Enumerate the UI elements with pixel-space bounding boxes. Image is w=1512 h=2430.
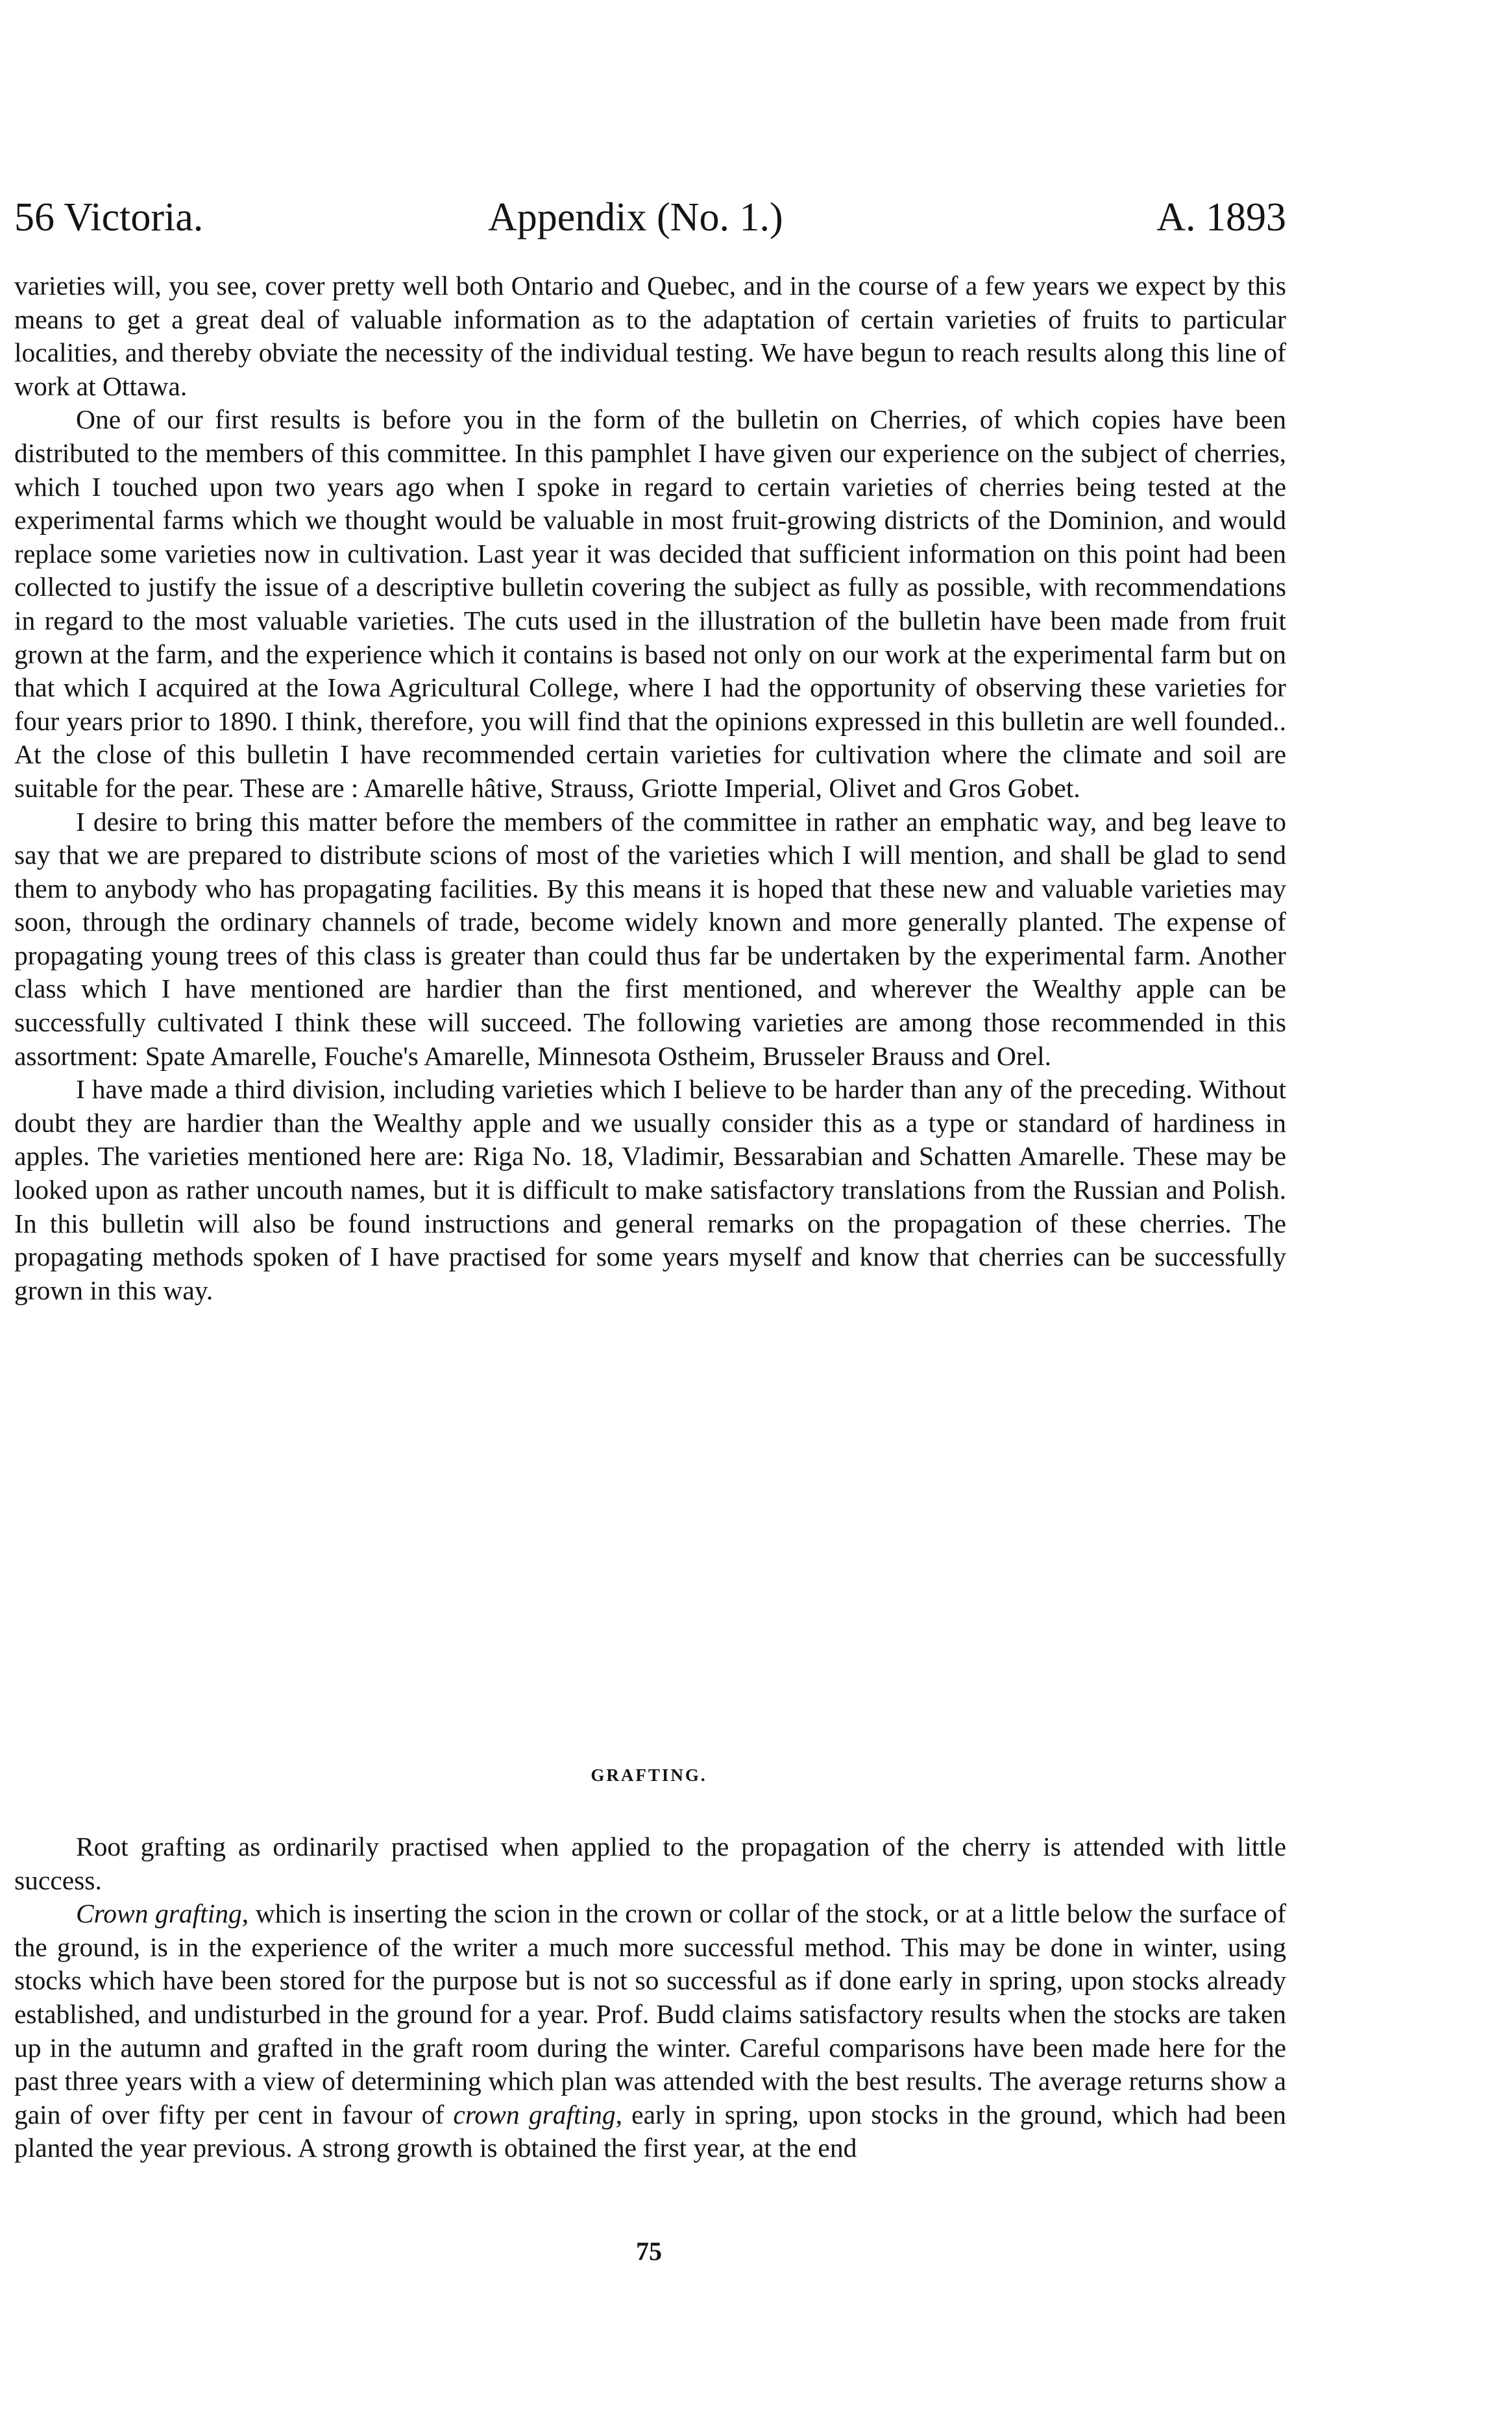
crown-grafting-term: Crown grafting — [76, 1898, 242, 1929]
grafting-paragraph-2-text-b: , early in spring, upon stocks in the ground, which had been planted the year previous. A strong growth is obtained the first year, at the end — [14, 2099, 1286, 2163]
paragraph-2: One of our first results is before you in the form of the bulletin on Cherries, of which copies have been distributed to the members of this committee. In this pamphlet I have given our experience on the subject of cherries, which I touched upon two years ago when I spoke in regard to certain varieties of cherries being tested at the experimental farms which we thought would be valuable in most fruit-growing districts of the Dominion, and would replace some varieties now in cultivation. Last year it was decided that sufficient information on this point had been collected to justify the issue of a descriptive bulletin covering the subject as fully as possible, with recommendations in regard to the most valuable varieties. The cuts used in the illustration of the bulletin have been made from fruit grown at the farm, and the experience which it contains is based not only on our work at the experimental farm but on that which I acquired at the Iowa Agricultural College, where I had the opportunity of observing these varieties for four years prior to 1890. I think, therefore, you will find that the opinions expressed in this bulletin are well founded.. At the close of this bulletin I have recommended certain varieties for cultivation where the climate and soil are suitable for the pear. These are : Amarelle hâtive, Strauss, Griotte Imperial, Olivet and Gros Gobet. — [14, 404, 1286, 803]
paragraph-1: varieties will, you see, cover pretty well both Ontario and Quebec, and in the course of a few years we expect by this means to get a great deal of valuable information as to the adaptation of certain varieties of fruits to particular localities, and thereby obviate the necessity of the individual testing. We have begun to reach results along this line of work at Ottawa. — [14, 271, 1286, 401]
header-appendix: Appendix (No. 1.) — [488, 195, 783, 239]
crown-grafting-term-2: crown grafting — [453, 2099, 616, 2129]
header-year: A. 1893 — [1156, 195, 1286, 239]
main-text — [14, 269, 1286, 1307]
paragraph-4: I have made a third division, including varieties which I believe to be harder than any of the preceding. Without doubt they are hardier than the Wealthy apple and we usually consider this as a type or standard of hardiness in apples. The varieties mentioned here are: Riga No. 18, Vladimir, Bessarabian and Schatten Amarelle. These may be looked upon as rather uncouth names, but it is difficult to make satisfactory translations from the Russian and Polish. In this bulletin will also be found instructions and general remarks on the propagation of these cherries. The propagating methods spoken of I have practised for some years myself and know that cherries can be successfully grown in this way. — [14, 1074, 1286, 1305]
paragraph-3: I desire to bring this matter before the members of the committee in rather an emphatic way, and beg leave to say that we are prepared to distribute scions of most of the varieties which I will mention, and shall be glad to send them to anybody who has propagating facilities. By this means it is hoped that these new and valuable varieties may soon, through the ordinary channels of trade, become widely known and more generally planted. The expense of propagating young trees of this class is greater than could thus far be undertaken by the experimental farm. Another class which I have mentioned are hardier than the first mentioned, and wherever the Wealthy apple can be successfully cultivated I think these will succeed. The following varieties are among those recommended in this assortment: Spate Amarelle, Fouche's Amarelle, Minnesota Ostheim, Brusseler Brauss and Orel. — [14, 806, 1286, 1071]
grafting-text — [14, 1830, 1286, 2165]
section-heading: GRAFTING. — [591, 1765, 707, 1785]
grafting-paragraph-1: Root grafting as ordinarily practised when applied to the propagation of the cherry is attended with little success. — [14, 1832, 1286, 1895]
grafting-paragraph-2-text-a: , which is inserting the scion in the crown or collar of the stock, or at a little below the surface of the ground, is in the experience of the writer a much more successful method. This may be done in winter, using stocks which have been stored for the purpose but is not so successful as if done early in spring, upon stocks already established, and undisturbed in the ground for a year. Prof. Budd claims satisfactory results when the stocks are taken up in the autumn and grafted in the graft room during the winter. Careful comparisons have been made here for the past three years with a view of determining which plan was attended with the best results. The average returns show a gain of over fifty per cent in favour of — [14, 1898, 1286, 2129]
header-session: 56 Victoria. — [14, 195, 204, 239]
grafting-paragraph-2 — [14, 1897, 1286, 2165]
running-header — [14, 188, 1286, 247]
page-number: 75 — [636, 2237, 662, 2266]
